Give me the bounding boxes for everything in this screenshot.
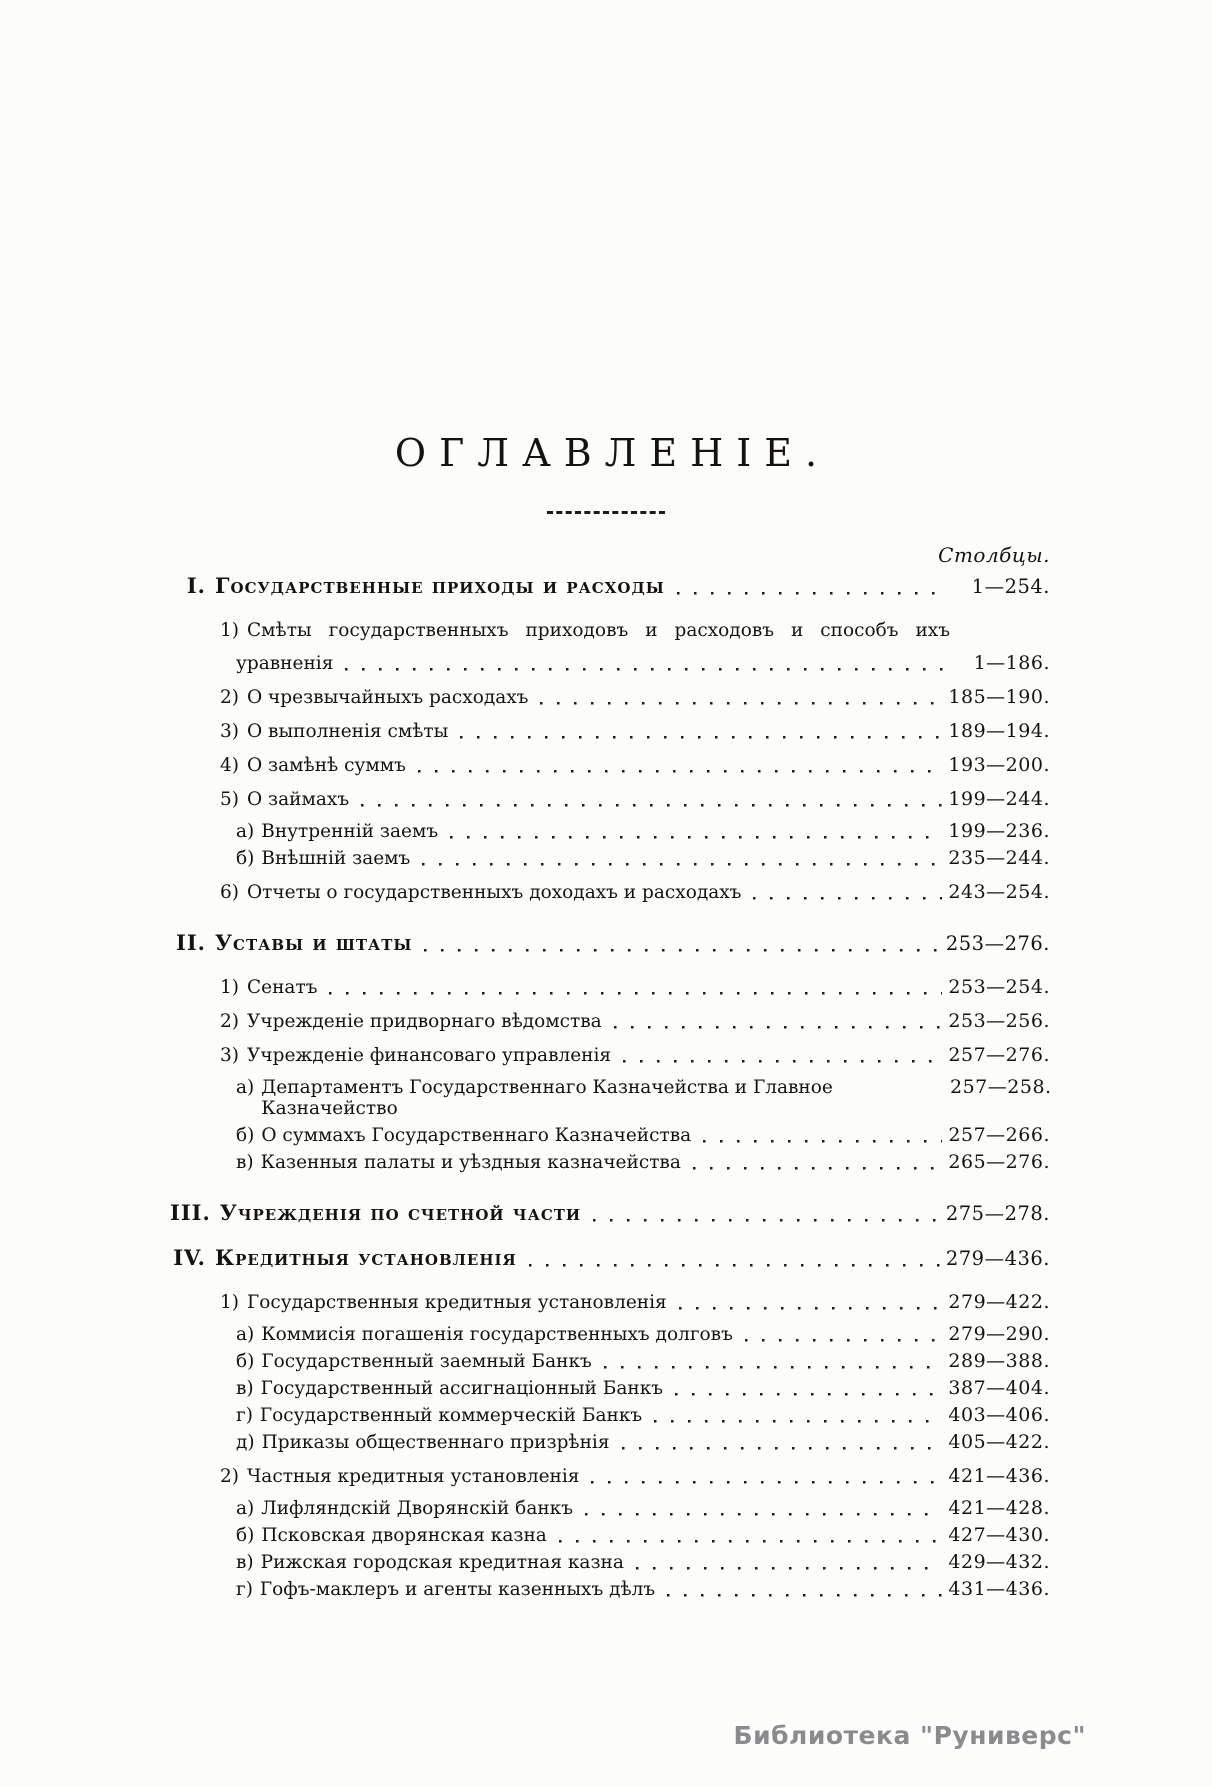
library-watermark: Библиотека "Руниверс" (733, 1721, 1086, 1750)
toc-row-pages: 253—254. (948, 976, 1050, 998)
toc-row (170, 1011, 1050, 1032)
toc-row-label: Гофъ-маклеръ и агенты казенныхъ дѣлъ (259, 1579, 656, 1600)
toc-row (170, 755, 1050, 776)
toc-row-label: Государственный коммерческій Банкъ (259, 1405, 643, 1426)
toc-row-label: Лифляндскій Дворянскій банкъ (261, 1498, 574, 1519)
dotted-leader (745, 1326, 943, 1345)
toc-row-number: б) (236, 1525, 255, 1546)
toc-row-pages: 253—256. (948, 1010, 1050, 1032)
toc-row-label: Уставы и штаты (215, 930, 413, 955)
toc-row-pages: 257—258. (950, 1076, 1052, 1098)
toc-row-number: 1) (220, 977, 239, 998)
toc-row-pages: 243—254. (948, 881, 1050, 903)
toc-row-number: в) (236, 1552, 254, 1573)
dotted-leader (529, 1251, 940, 1270)
toc-row-label: Отчеты о государственныхъ доходахъ и расходахъ (247, 882, 742, 903)
toc-row-number: 3) (220, 721, 239, 742)
toc-row-pages: 279—422. (948, 1291, 1050, 1313)
toc-row-label: Частныя кредитныя установленія (247, 1466, 580, 1487)
toc-row-number: а) (236, 821, 255, 842)
toc-row-label: Государственныя кредитныя установленія (247, 1292, 667, 1313)
toc-row-label: О выполненія смѣты (247, 721, 449, 742)
toc-row-label: Приказы общественнаго призрѣнія (261, 1432, 610, 1453)
toc-row-pages: 199—244. (948, 788, 1050, 810)
dotted-leader (361, 791, 942, 810)
toc-row-number: 6) (220, 882, 239, 903)
toc-row-number: 2) (220, 687, 239, 708)
toc-row-number: б) (236, 1351, 255, 1372)
page-title: ОГЛАВЛЕНІЕ. (394, 431, 831, 475)
toc-row-label: Учрежденіе придворнаго вѣдомства (247, 1011, 602, 1032)
toc-row-pages: 275—278. (945, 1202, 1050, 1225)
toc-row-number: 2) (220, 1466, 239, 1487)
toc-row (170, 1405, 1050, 1426)
toc-row-label: Государственный заемный Банкъ (261, 1351, 592, 1372)
dotted-leader (329, 979, 942, 998)
toc-row-label: О замѣнѣ суммъ (247, 755, 406, 776)
toc-row-number: в) (236, 1152, 254, 1173)
toc-row (170, 932, 1050, 955)
toc-row (170, 1125, 1050, 1146)
toc-row-number: 4) (220, 755, 239, 776)
toc-row-number: 1) (220, 1292, 239, 1313)
toc-row-pages: 193—200. (948, 754, 1050, 776)
dotted-leader (614, 1013, 943, 1032)
columns-header: Столбцы. (938, 543, 1050, 567)
dotted-leader (679, 1294, 943, 1313)
toc-row (170, 1045, 1050, 1066)
toc-row (170, 1466, 1050, 1487)
toc-row-pages: 429—432. (948, 1551, 1050, 1573)
dotted-leader (675, 1380, 942, 1399)
toc-row (170, 789, 1050, 810)
toc-row-number: 5) (220, 789, 239, 810)
toc-row-pages: 1—186. (973, 652, 1050, 674)
toc-row-pages: 403—406. (948, 1404, 1050, 1426)
toc-row-label: Смѣты государственныхъ приходовъ и расходовъ и способъ ихъ (247, 620, 950, 641)
toc-row (170, 848, 1050, 869)
toc-row (170, 1579, 1050, 1600)
toc-row-pages: 235—244. (948, 847, 1050, 869)
toc-row (170, 1432, 1050, 1453)
toc-row-pages: 279—290. (948, 1323, 1050, 1345)
toc-row-number: а) (236, 1077, 255, 1098)
toc-row-label: Учрежденія по счетной части (219, 1200, 582, 1225)
toc-row-label: Внѣшній заемъ (261, 848, 411, 869)
dotted-leader (593, 1206, 940, 1225)
toc-row (170, 1247, 1050, 1270)
toc-content (170, 544, 1050, 1600)
dotted-leader (345, 655, 944, 674)
toc-row-label: Псковская дворянская казна (261, 1525, 547, 1546)
toc-row-number: 1) (220, 620, 239, 641)
toc-row (170, 1292, 1050, 1313)
dotted-leader (540, 689, 942, 708)
toc-row-number: г) (236, 1579, 253, 1600)
toc-row (170, 821, 1050, 842)
toc-row-pages: 185—190. (948, 686, 1050, 708)
dotted-leader (654, 1407, 942, 1426)
toc-row-number: а) (236, 1324, 255, 1345)
toc-row-label: уравненія (236, 653, 334, 674)
toc-row (170, 882, 1050, 903)
toc-row (170, 1378, 1050, 1399)
toc-row-number: в) (236, 1378, 254, 1399)
toc-row (170, 1525, 1050, 1546)
dotted-leader (591, 1468, 942, 1487)
dotted-leader (585, 1500, 942, 1519)
toc-row-pages: 289—388. (948, 1350, 1050, 1372)
toc-row (170, 1498, 1050, 1519)
toc-row-number: 2) (220, 1011, 239, 1032)
toc-row (170, 721, 1050, 742)
toc-row (170, 1324, 1050, 1345)
toc-row-label: Коммисія погашенія государственныхъ долговъ (261, 1324, 733, 1345)
dotted-leader (424, 936, 939, 955)
toc-row-pages: 387—404. (948, 1377, 1050, 1399)
toc-row-pages: 253—276. (945, 932, 1050, 955)
table-of-contents (170, 575, 1050, 1600)
title-divider (547, 511, 665, 514)
toc-row-number: б) (236, 1125, 255, 1146)
dotted-leader (622, 1434, 943, 1453)
toc-row-number: 3) (220, 1045, 239, 1066)
toc-row-label: Сенатъ (247, 977, 318, 998)
dotted-leader (667, 1581, 942, 1600)
toc-row-label: Внутренній заемъ (261, 821, 439, 842)
dotted-leader (623, 1047, 942, 1066)
toc-row-number: г) (236, 1405, 253, 1426)
toc-row-label: Учрежденіе финансоваго управленія (247, 1045, 612, 1066)
toc-row-pages: 189—194. (948, 720, 1050, 742)
toc-row-pages: 257—276. (948, 1044, 1050, 1066)
toc-row-number: IV. (173, 1245, 206, 1270)
dotted-leader (460, 723, 942, 742)
dotted-leader (753, 884, 942, 903)
dotted-leader (418, 757, 943, 776)
toc-row-pages: 257—266. (948, 1124, 1050, 1146)
dotted-leader (693, 1154, 943, 1173)
toc-row-label: О чрезвычайныхъ расходахъ (247, 687, 529, 708)
dotted-leader (604, 1353, 943, 1372)
toc-row-pages: 199—236. (948, 820, 1050, 842)
toc-row-label: Рижская городская кредитная казна (260, 1552, 624, 1573)
toc-row-label: О суммахъ Государственнаго Казначейства (261, 1125, 692, 1146)
toc-row (170, 1077, 1050, 1119)
toc-row-number: б) (236, 848, 255, 869)
toc-row (170, 575, 1050, 598)
toc-row (170, 1152, 1050, 1173)
toc-row (170, 1351, 1050, 1372)
toc-row-pages: 405—422. (948, 1431, 1050, 1453)
toc-row-label: Департаментъ Государственнаго Казначейства и Главное Казначейство (261, 1077, 833, 1119)
toc-row (170, 977, 1050, 998)
toc-row-label: Кредитныя установленія (215, 1245, 517, 1270)
toc-row (170, 653, 1050, 674)
toc-row-number: II. (176, 930, 206, 955)
toc-row-number: а) (236, 1498, 255, 1519)
toc-row-label: О займахъ (247, 789, 350, 810)
toc-row-pages: 265—276. (948, 1151, 1050, 1173)
dotted-leader (703, 1127, 942, 1146)
toc-row-label: Государственный ассигнаціонный Банкъ (260, 1378, 664, 1399)
toc-row-pages: 427—430. (948, 1524, 1050, 1546)
toc-row-pages: 421—436. (948, 1465, 1050, 1487)
dotted-leader (422, 850, 942, 869)
toc-row-pages: 1—254. (971, 575, 1050, 598)
toc-row-number: д) (236, 1432, 255, 1453)
toc-row-label: Казенныя палаты и уѣздныя казначейства (260, 1152, 681, 1173)
toc-row (170, 620, 1050, 641)
toc-row-number: I. (186, 573, 206, 598)
toc-row (170, 1202, 1050, 1225)
toc-row (170, 1552, 1050, 1573)
toc-row-pages: 421—428. (948, 1497, 1050, 1519)
toc-row-pages: 279—436. (945, 1247, 1050, 1270)
dotted-leader (636, 1554, 943, 1573)
toc-row-pages: 431—436. (948, 1578, 1050, 1600)
dotted-leader (450, 823, 942, 842)
dotted-leader (559, 1527, 943, 1546)
toc-row (170, 687, 1050, 708)
dotted-leader (677, 579, 944, 598)
toc-row-number: III. (170, 1200, 211, 1225)
toc-row-label: Государственные приходы и расходы (215, 573, 665, 598)
